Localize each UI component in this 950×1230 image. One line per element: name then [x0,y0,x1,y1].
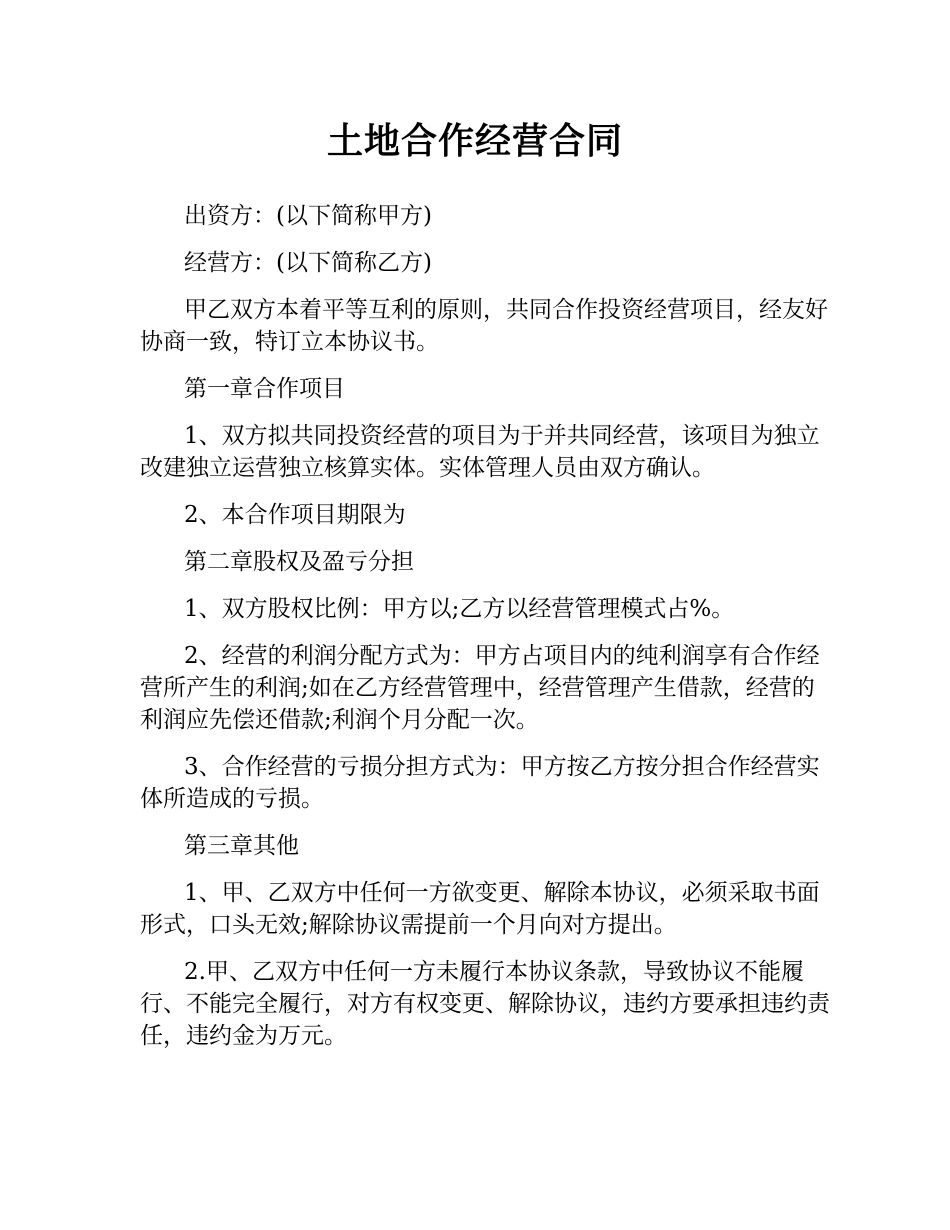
chapter-3-clause-1: 1、甲、乙双方中任何一方欲变更、解除本协议，必须采取书面形式，口头无效;解除协议需提前一个月向对方提出。 [140,880,820,938]
document-title: 土地合作经营合同 [326,121,623,162]
preamble-paragraph: 甲乙双方本着平等互利的原则，共同合作投资经营项目，经友好协商一致，特订立本协议书。 [140,297,828,355]
chapter-2-clause-1: 1、双方股权比例：甲方以;乙方以经营管理模式占%。 [184,596,735,622]
party-b-line: 经营方：(以下简称乙方) [184,250,432,276]
chapter-1-clause-2: 2、本合作项目期限为 [184,502,406,528]
chapter-3-heading: 第三章其他 [184,833,299,859]
party-a-line: 出资方：(以下简称甲方) [184,203,432,229]
chapter-3-clause-2: 2.甲、乙双方中任何一方未履行本协议条款，导致协议不能履行、不能完全履行，对方有权变更、解除协议，违约方要承担违约责任，违约金为万元。 [140,959,830,1049]
document-body [140,200,830,1067]
chapter-1-clause-1: 1、双方拟共同投资经营的项目为于并共同经营，该项目为独立改建独立运营独立核算实体。实体管理人员由双方确认。 [140,423,820,481]
chapter-2-clause-3: 3、合作经营的亏损分担方式为：甲方按乙方按分担合作经营实体所造成的亏损。 [140,754,820,812]
chapter-1-heading: 第一章合作项目 [184,376,345,402]
chapter-2-clause-2: 2、经营的利润分配方式为：甲方占项目内的纯利润享有合作经营所产生的利润;如在乙方经营管理中，经营管理产生借款，经营的利润应先偿还借款;利润个月分配一次。 [140,643,820,733]
chapter-2-heading: 第二章股权及盈亏分担 [184,549,414,575]
